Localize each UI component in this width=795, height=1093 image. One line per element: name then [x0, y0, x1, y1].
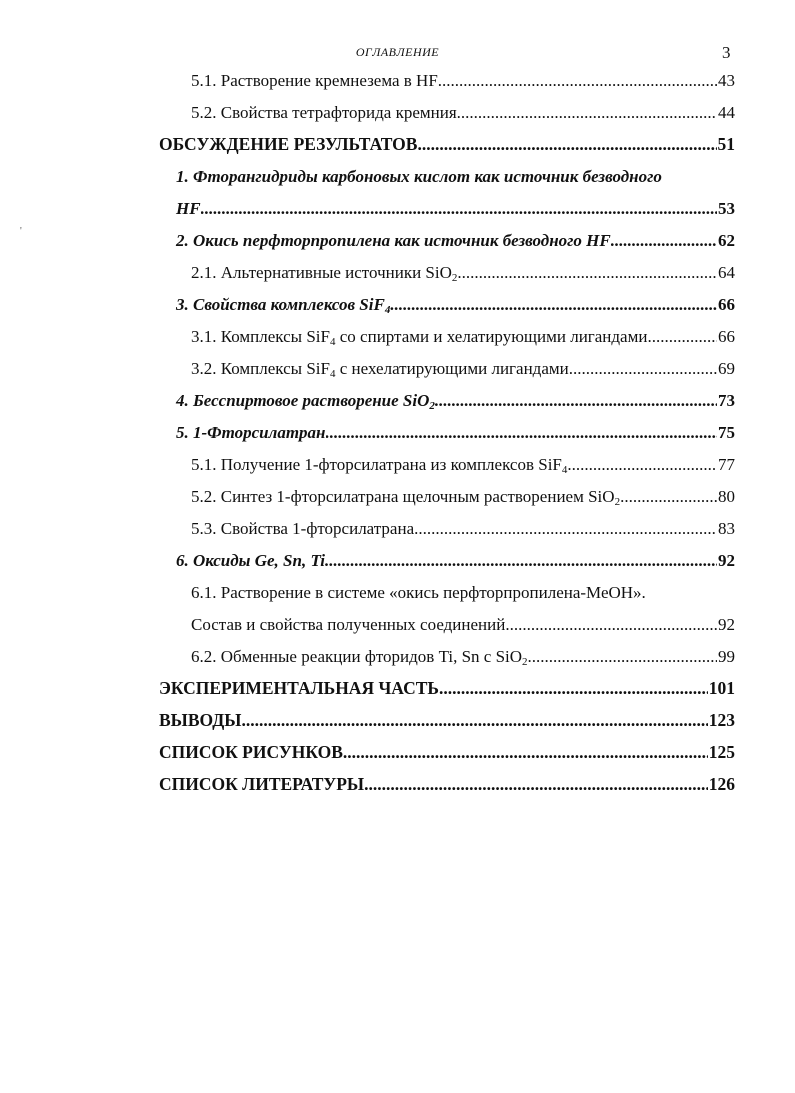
toc-entry-title: ЭКСПЕРИМЕНТАЛЬНАЯ ЧАСТЬ [159, 678, 439, 698]
toc-entry-page: 92 [718, 551, 735, 570]
table-of-contents [159, 70, 735, 806]
page-number: 3 [722, 43, 731, 62]
toc-entry-6-2-exchange[interactable] [159, 646, 735, 667]
toc-entry-3-2-nonchelating[interactable] [159, 358, 735, 379]
toc-entry-2-1-alt-sources[interactable] [159, 262, 735, 283]
toc-entry-title: 2.1. Альтернативные источники SiO [191, 263, 452, 282]
dot-leader [201, 198, 717, 219]
dot-leader [457, 262, 717, 283]
dot-leader [326, 422, 718, 443]
toc-entry-title: 5.1. Растворение кремнезема в HF [191, 71, 438, 90]
toc-entry-title-line1: 1. Фторангидриды карбоновых кислот как источник безводного [176, 167, 662, 186]
toc-entry-title: 6. Оксиды Ge, Sn, Ti [176, 551, 325, 570]
toc-entry-title: 5.1. Получение 1-фторсилатрана из комплексов SiF [191, 455, 562, 474]
toc-entry-page: 99 [718, 647, 735, 666]
toc-entry-page: 51 [717, 134, 735, 154]
dot-leader [620, 486, 717, 507]
toc-entry-page: 53 [718, 199, 735, 218]
toc-entry-title: 6.2. Обменные реакции фторидов Ti, Sn с SiO [191, 647, 523, 666]
toc-entry-title-line2: HF [176, 199, 201, 218]
toc-entry-3-1-chelating[interactable] [159, 326, 735, 347]
toc-entry-figures[interactable] [159, 742, 735, 763]
subscript: 4 [330, 336, 336, 348]
toc-entry-title-rest: со спиртами и хелатирующими лигандами [335, 327, 648, 346]
dot-leader [414, 518, 717, 539]
toc-entry-discussion[interactable] [159, 134, 735, 155]
toc-entry-page: 126 [708, 774, 735, 794]
dot-leader [364, 774, 708, 795]
toc-entry-title: 3.2. Комплексы SiF [191, 359, 330, 378]
dot-leader [439, 678, 708, 699]
toc-entry-title-line1: 6.1. Растворение в системе «окись перфторпропилена-МеОН». [191, 583, 646, 602]
toc-entry-6-oxides[interactable] [159, 550, 735, 571]
toc-entry-title: 5.2. Свойства тетрафторида кремния [191, 103, 457, 122]
toc-entry-title: ВЫВОДЫ [159, 710, 242, 730]
toc-entry-6-1-dissolution-system[interactable] [159, 582, 735, 635]
dot-leader [457, 102, 717, 123]
toc-entry-page: 77 [718, 455, 735, 474]
scan-mark: ' [20, 226, 22, 237]
dot-leader [435, 390, 717, 411]
toc-entry-page: 123 [708, 710, 735, 730]
dot-leader [390, 294, 717, 315]
toc-entry-conclusions[interactable] [159, 710, 735, 731]
toc-entry-title: 3. Свойства комплексов SiF [176, 295, 385, 314]
toc-entry-title-rest: с нехелатирующими лигандами [335, 359, 569, 378]
subscript: 4 [330, 368, 336, 380]
toc-entry-title: СПИСОК ЛИТЕРАТУРЫ [159, 774, 365, 794]
toc-entry-page: 73 [718, 391, 735, 410]
toc-entry-1-acid-fluorides[interactable] [159, 166, 735, 219]
toc-entry-title: 5.3. Свойства 1-фторсилатрана [191, 519, 415, 538]
subscript: 2 [451, 272, 458, 284]
dot-leader [647, 326, 717, 347]
subscript: 4 [384, 304, 391, 316]
dot-leader [611, 230, 717, 251]
toc-entry-title: 4. Бесспиртовое растворение SiO [176, 391, 430, 410]
toc-entry-title: 2. Окись перфторпропилена как источник безводного HF [176, 231, 611, 250]
toc-entry-5-3-properties[interactable] [159, 518, 735, 539]
toc-entry-references[interactable] [159, 774, 735, 795]
toc-entry-5-2-synthesis[interactable] [159, 486, 735, 507]
toc-entry-5-1-preparation[interactable] [159, 454, 735, 475]
toc-entry-page: 101 [708, 678, 735, 698]
dot-leader [343, 742, 708, 763]
toc-entry-title: 5.2. Синтез 1-фторсилатрана щелочным растворением SiO [191, 487, 615, 506]
toc-entry-2-hfpo[interactable] [159, 230, 735, 251]
toc-entry-5-1-dissolution[interactable] [159, 70, 735, 91]
toc-entry-page: 44 [718, 103, 735, 122]
subscript: 4 [561, 464, 568, 476]
toc-entry-title: ОБСУЖДЕНИЕ РЕЗУЛЬТАТОВ [159, 134, 418, 154]
toc-entry-page: 80 [718, 487, 735, 506]
dot-leader [567, 454, 717, 475]
dot-leader [569, 358, 717, 379]
toc-entry-page: 66 [718, 295, 735, 314]
toc-entry-page: 83 [718, 519, 735, 538]
toc-entry-title: СПИСОК РИСУНКОВ [159, 742, 343, 762]
toc-entry-title: 5. 1-Фторсилатран [176, 423, 326, 442]
toc-entry-experimental[interactable] [159, 678, 735, 699]
toc-entry-4-alcohol-free[interactable] [159, 390, 735, 411]
toc-entry-page: 62 [718, 231, 735, 250]
dot-leader [438, 70, 717, 91]
dot-leader [417, 134, 716, 155]
toc-entry-page: 75 [718, 423, 735, 442]
subscript: 2 [429, 400, 435, 412]
dot-leader [505, 614, 717, 635]
dot-leader [325, 550, 717, 571]
toc-entry-page: 125 [708, 742, 735, 762]
running-header-title: ОГЛАВЛЕНИЕ [355, 45, 440, 59]
toc-entry-3-complexes[interactable] [159, 294, 735, 315]
toc-entry-5-fluorosilatrane[interactable] [159, 422, 735, 443]
toc-entry-title: 3.1. Комплексы SiF [191, 327, 330, 346]
toc-entry-page: 66 [718, 327, 735, 346]
toc-entry-title-line2: Состав и свойства полученных соединений [191, 615, 506, 634]
dot-leader [528, 646, 717, 667]
toc-entry-page: 64 [718, 263, 735, 282]
toc-entry-page: 69 [718, 359, 735, 378]
toc-entry-5-2-properties[interactable] [159, 102, 735, 123]
subscript: 2 [522, 656, 528, 668]
subscript: 2 [614, 496, 621, 508]
toc-entry-page: 92 [718, 615, 735, 634]
dot-leader [242, 710, 708, 731]
toc-entry-page: 43 [718, 71, 735, 90]
